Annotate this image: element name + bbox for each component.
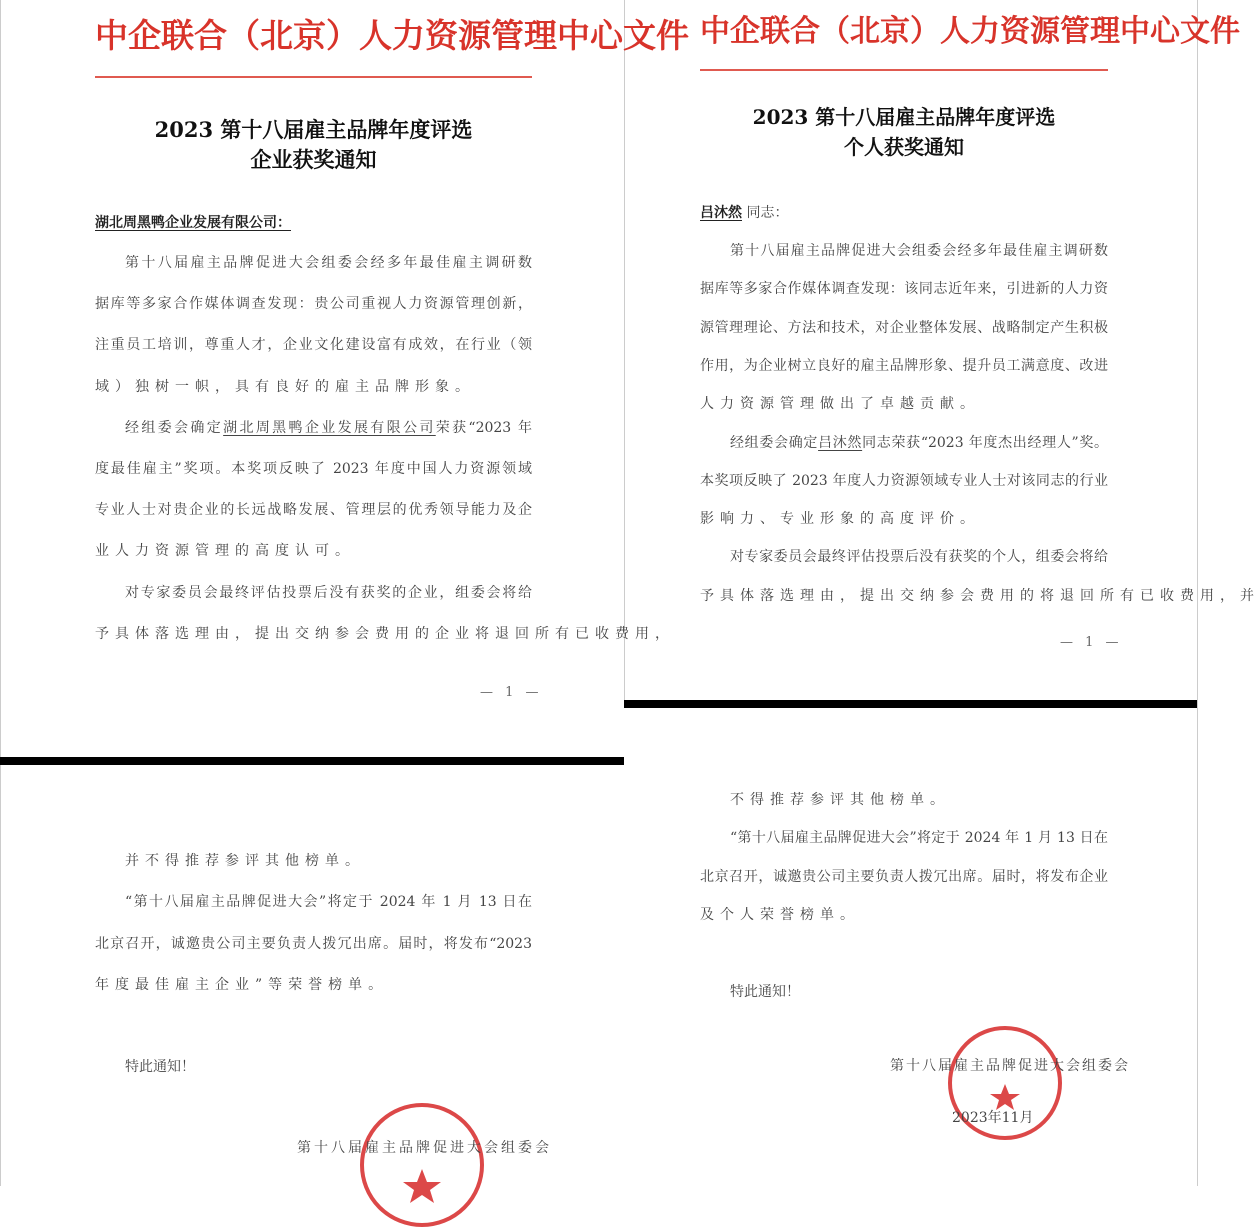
text-segment: 度最佳雇主”奖项。本奖项反映了 2023 年度中国人力资源领域: [95, 461, 532, 477]
document-subtitle: 个人获奖通知: [844, 135, 964, 159]
body-line: [700, 318, 1108, 338]
body-line: [125, 583, 532, 603]
body-line: [125, 418, 532, 438]
addressee-name: 吕沐然: [700, 205, 742, 221]
underlined-name: 吕沐然: [818, 434, 863, 451]
body-line: [730, 828, 1108, 848]
text-segment: 予具体落选理由，提出交纳参会费用的企业将退回所有已收费用，: [95, 625, 675, 642]
text-segment: 注重员工培训，尊重人才，企业文化建设富有成效，在行业（领: [95, 337, 532, 354]
text-segment: 对专家委员会最终评估投票后没有获奖的企业，组委会将给: [125, 584, 532, 601]
body-line: [95, 624, 675, 644]
addressee: 湖北周黑鸭企业发展有限公司：: [95, 215, 291, 231]
text-segment: 作用，为企业树立良好的雇主品牌形象、提升员工满意度、改进: [700, 357, 1108, 374]
body-line: [95, 934, 532, 954]
body-line: [700, 356, 1108, 376]
text-segment: 本奖项反映了 2023 年度人力资源领域专业人士对该同志的行业: [700, 472, 1108, 489]
body-line: [700, 905, 860, 925]
text-segment: 影响力、专业形象的高度评价。: [700, 511, 980, 528]
document-subtitle: 企业获奖通知: [250, 147, 377, 172]
body-line: [700, 867, 1108, 887]
text-segment: 北京召开，诚邀贵公司主要负责人拨冗出席。届时，将发布“2023: [95, 935, 532, 952]
page-number: — 1 —: [480, 685, 543, 700]
page-edge: [624, 0, 625, 700]
text-segment: 不得推荐参评其他榜单。: [730, 792, 950, 808]
text-segment: 据库等多家合作媒体调查发现：该同志近年来，引进新的人力资: [700, 281, 1108, 298]
text-segment: 及个人荣誉榜单。: [700, 906, 860, 923]
text-segment: 对专家委员会最终评估投票后没有获奖的个人，组委会将给: [730, 549, 1108, 566]
document-title: 2023 第十八届雇主品牌年度评选: [752, 105, 1056, 129]
signature: 第十八届雇主品牌促进大会组委会: [890, 1058, 1130, 1074]
official-seal: [360, 1103, 484, 1227]
body-line: [700, 471, 1108, 491]
text-segment: 并不得推荐参评其他榜单。: [125, 853, 365, 869]
header-rule: [700, 69, 1108, 71]
text-segment: 据库等多家合作媒体调查发现：贵公司重视人力资源管理创新，: [95, 296, 532, 313]
body-line: [730, 241, 1108, 261]
body-line: [700, 279, 1108, 299]
body-line: [125, 253, 532, 273]
issue-date: 2023年11月: [952, 1110, 1034, 1126]
text-segment: 同志荣获“2023 年度杰出经理人”奖。: [862, 434, 1109, 451]
text-segment: “第十八届雇主品牌促进大会”将定于 2024 年 1 月 13 日在: [730, 830, 1108, 847]
page-edge: [0, 0, 1, 1186]
document-title: 2023 第十八届雇主品牌年度评选: [154, 117, 473, 142]
text-segment: 域）独树一帜，具有良好的雇主品牌形象。: [95, 378, 475, 395]
body-line: [700, 586, 1260, 606]
page-divider: [0, 757, 624, 765]
signature: 第十八届雇主品牌促进大会组委会: [297, 1140, 552, 1156]
text-segment: 年度最佳雇主企业”等荣誉榜单。: [95, 976, 389, 993]
closing-text: 特此通知！: [730, 984, 800, 1000]
page-number: — 1 —: [1060, 635, 1123, 650]
body-line: [95, 335, 532, 355]
text-segment: 第十八届雇主品牌促进大会组委会经多年最佳雇主调研数: [125, 255, 532, 271]
body-line: [95, 975, 388, 995]
body-line: [700, 394, 980, 414]
text-segment: 经组委会确定: [730, 434, 819, 451]
body-line: [95, 377, 475, 397]
body-line: [730, 433, 1108, 453]
addressee: [700, 203, 788, 223]
text-segment: 业人力资源管理的高度认可。: [95, 543, 355, 560]
seal-star-icon: [403, 1169, 441, 1203]
closing-text: 特此通知！: [125, 1059, 195, 1075]
text-segment: 专业人士对贵企业的长远战略发展、管理层的优秀领导能力及企: [95, 502, 532, 519]
document-header: 中企联合（北京）人力资源管理中心文件: [700, 14, 1240, 49]
body-line: [730, 547, 1108, 567]
header-rule: [95, 76, 532, 78]
body-line: [730, 790, 950, 810]
addressee-suffix: 同志：: [742, 205, 789, 221]
text-segment: 人力资源管理做出了卓越贡献。: [700, 396, 980, 413]
text-segment: 源管理理论、方法和技术，对企业整体发展、战略制定产生积极: [700, 319, 1108, 336]
body-line: [95, 294, 532, 314]
text-segment: 第十八届雇主品牌促进大会组委会经多年最佳雇主调研数: [730, 243, 1108, 259]
text-segment: 经组委会确定: [125, 419, 224, 436]
body-line: [125, 892, 532, 912]
page-divider: [624, 700, 1197, 708]
body-line: [95, 500, 532, 520]
body-line: [700, 509, 980, 529]
body-line: [95, 541, 355, 561]
text-segment: 荣获“2023 年: [435, 419, 533, 436]
underlined-name: 湖北周黑鸭企业发展有限公司: [223, 419, 436, 436]
text-segment: “第十八届雇主品牌促进大会”将定于 2024 年 1 月 13 日在: [125, 894, 532, 911]
body-line: [125, 851, 365, 871]
text-segment: 予具体落选理由，提出交纳参会费用的将退回所有已收费用，并: [700, 587, 1260, 604]
seal-star-icon: [990, 1084, 1020, 1110]
document-header: 中企联合（北京）人力资源管理中心文件: [95, 16, 689, 55]
text-segment: 北京召开，诚邀贵公司主要负责人拨冗出席。届时，将发布企业: [700, 868, 1108, 885]
body-line: [95, 459, 532, 479]
